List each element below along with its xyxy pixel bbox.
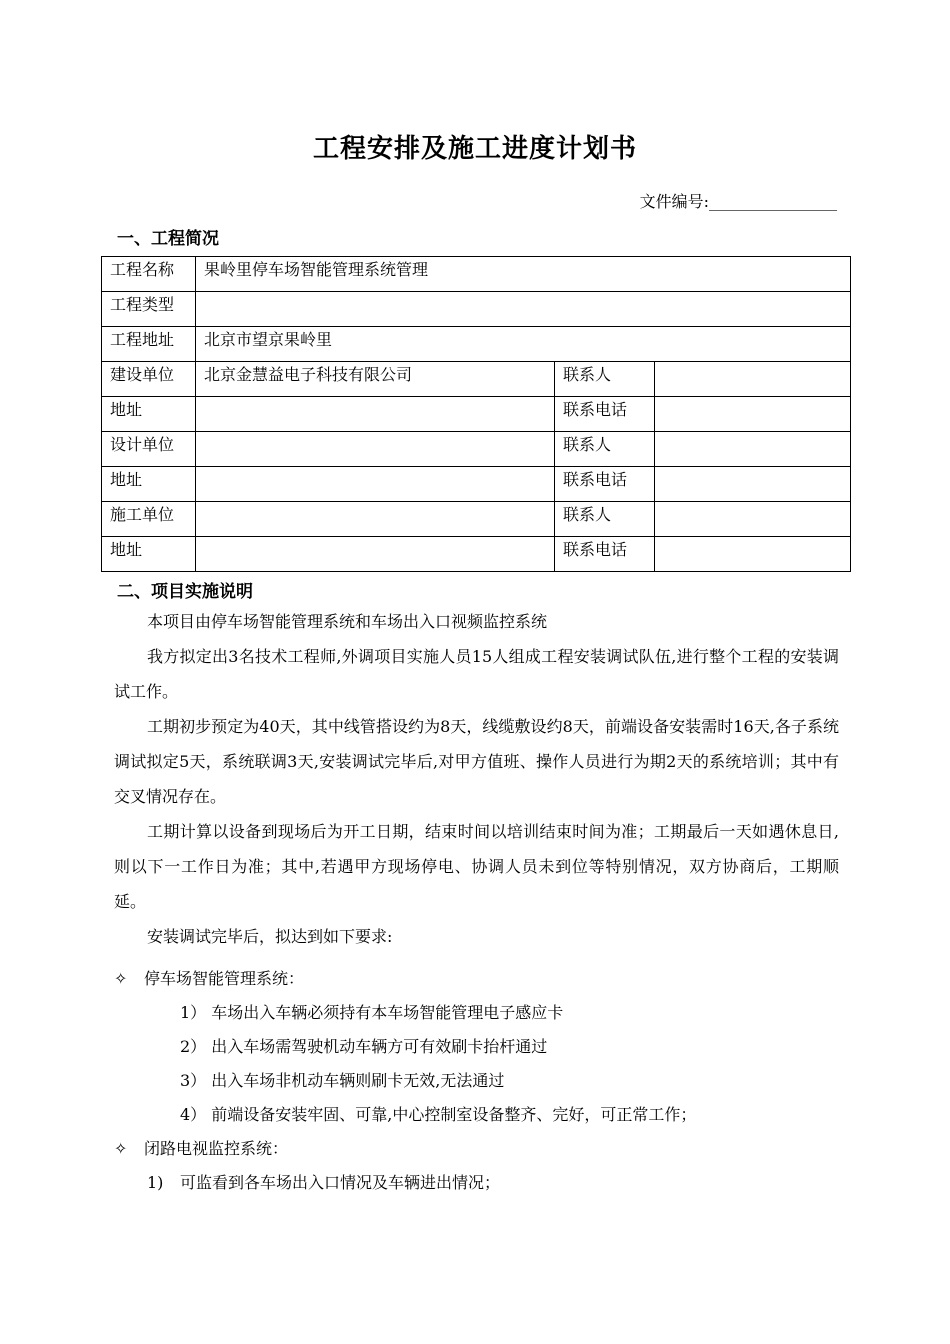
cell-value <box>196 502 555 537</box>
cell-value <box>196 537 555 572</box>
cell-value <box>655 467 851 502</box>
list-item <box>180 1068 504 1091</box>
list-text: 车场出入车辆必须持有本车场智能管理电子感应卡 <box>211 1003 564 1022</box>
bullet-parking-system <box>114 966 304 989</box>
list-number: 1) <box>147 1173 164 1192</box>
paragraph: 本项目由停车场智能管理系统和车场出入口视频监控系统 <box>147 612 548 631</box>
bullet-diamond-icon: ✧ <box>114 1139 128 1158</box>
table-row <box>102 257 851 292</box>
project-type-label: 工程类型 <box>102 292 196 327</box>
paragraph: 我方拟定出3名技术工程师,外调项目实施人员15人组成工程安装调试队伍,进行整个工程的安装调试工作。 <box>114 647 839 701</box>
table-row <box>102 362 851 397</box>
document-title: 工程安排及施工进度计划书 <box>312 134 637 164</box>
list-text: 出入车场需驾驶机动车辆方可有效刷卡抬杆通过 <box>211 1037 548 1056</box>
list-number: 2） <box>180 1037 207 1056</box>
list-number: 1） <box>180 1003 207 1022</box>
cell-label: 建设单位 <box>102 362 196 397</box>
cell-value <box>196 397 555 432</box>
list-item <box>180 1102 696 1125</box>
cell-label: 联系电话 <box>555 537 655 572</box>
cell-value <box>655 362 851 397</box>
cell-value <box>655 432 851 467</box>
paragraph: 工期初步预定为40天，其中线管搭设约为8天，线缆敷设约8天，前端设备安装需时16天,各子系统调试拟定5天，系统联调3天,安装调试完毕后,对甲方值班、操作人员进行为期2天的系统培训；其中有交叉情况存在。 <box>114 717 839 806</box>
bullet-cctv-system <box>114 1136 288 1159</box>
document-number-value: ________________ <box>709 192 837 211</box>
list-number: 3） <box>180 1071 207 1090</box>
cell-label: 联系人 <box>555 362 655 397</box>
cell-label: 地址 <box>102 537 196 572</box>
project-name-label: 工程名称 <box>102 257 196 292</box>
cell-label: 联系电话 <box>555 397 655 432</box>
table-row <box>102 467 851 502</box>
cell-label: 施工单位 <box>102 502 196 537</box>
cell-label: 地址 <box>102 397 196 432</box>
bullet-heading: 闭路电视监控系统： <box>144 1139 289 1158</box>
paragraph: 工期计算以设备到现场后为开工日期，结束时间以培训结束时间为准；工期最后一天如遇休息日,则以下一工作日为准；其中,若遇甲方现场停电、协调人员未到位等特别情况，双方协商后，工期顺延。 <box>114 822 839 911</box>
document-number <box>640 189 837 212</box>
cell-label: 联系人 <box>555 432 655 467</box>
table-row <box>102 537 851 572</box>
cell-value: 北京金慧益电子科技有限公司 <box>196 362 555 397</box>
cell-value <box>196 467 555 502</box>
document-number-label: 文件编号: <box>639 192 709 211</box>
paragraph: 安装调试完毕后，拟达到如下要求: <box>147 927 393 946</box>
section-heading-overview: 一、工程简况 <box>117 229 219 249</box>
list-item <box>147 1170 500 1193</box>
table-row <box>102 292 851 327</box>
list-item <box>180 1034 547 1057</box>
project-info-table <box>101 256 851 572</box>
section-heading-implementation: 二、项目实施说明 <box>117 582 253 602</box>
project-name-value: 果岭里停车场智能管理系统管理 <box>196 257 851 292</box>
bullet-heading: 停车场智能管理系统： <box>144 969 305 988</box>
list-text: 出入车场非机动车辆则刷卡无效,无法通过 <box>211 1071 505 1090</box>
cell-label: 联系电话 <box>555 467 655 502</box>
project-address-value: 北京市望京果岭里 <box>196 327 851 362</box>
project-address-label: 工程地址 <box>102 327 196 362</box>
list-item <box>180 1000 563 1023</box>
table-row <box>102 432 851 467</box>
cell-label: 联系人 <box>555 502 655 537</box>
bullet-diamond-icon: ✧ <box>114 969 128 988</box>
table-row <box>102 327 851 362</box>
cell-value <box>655 502 851 537</box>
cell-label: 地址 <box>102 467 196 502</box>
list-text: 前端设备安装牢固、可靠,中心控制室设备整齐、完好，可正常工作； <box>211 1105 697 1124</box>
cell-value <box>196 432 555 467</box>
list-text: 可监看到各车场出入口情况及车辆进出情况； <box>180 1173 501 1192</box>
list-number: 4） <box>180 1105 207 1124</box>
cell-label: 设计单位 <box>102 432 196 467</box>
project-type-value <box>196 292 851 327</box>
table-row <box>102 502 851 537</box>
cell-value <box>655 537 851 572</box>
cell-value <box>655 397 851 432</box>
table-row <box>102 397 851 432</box>
